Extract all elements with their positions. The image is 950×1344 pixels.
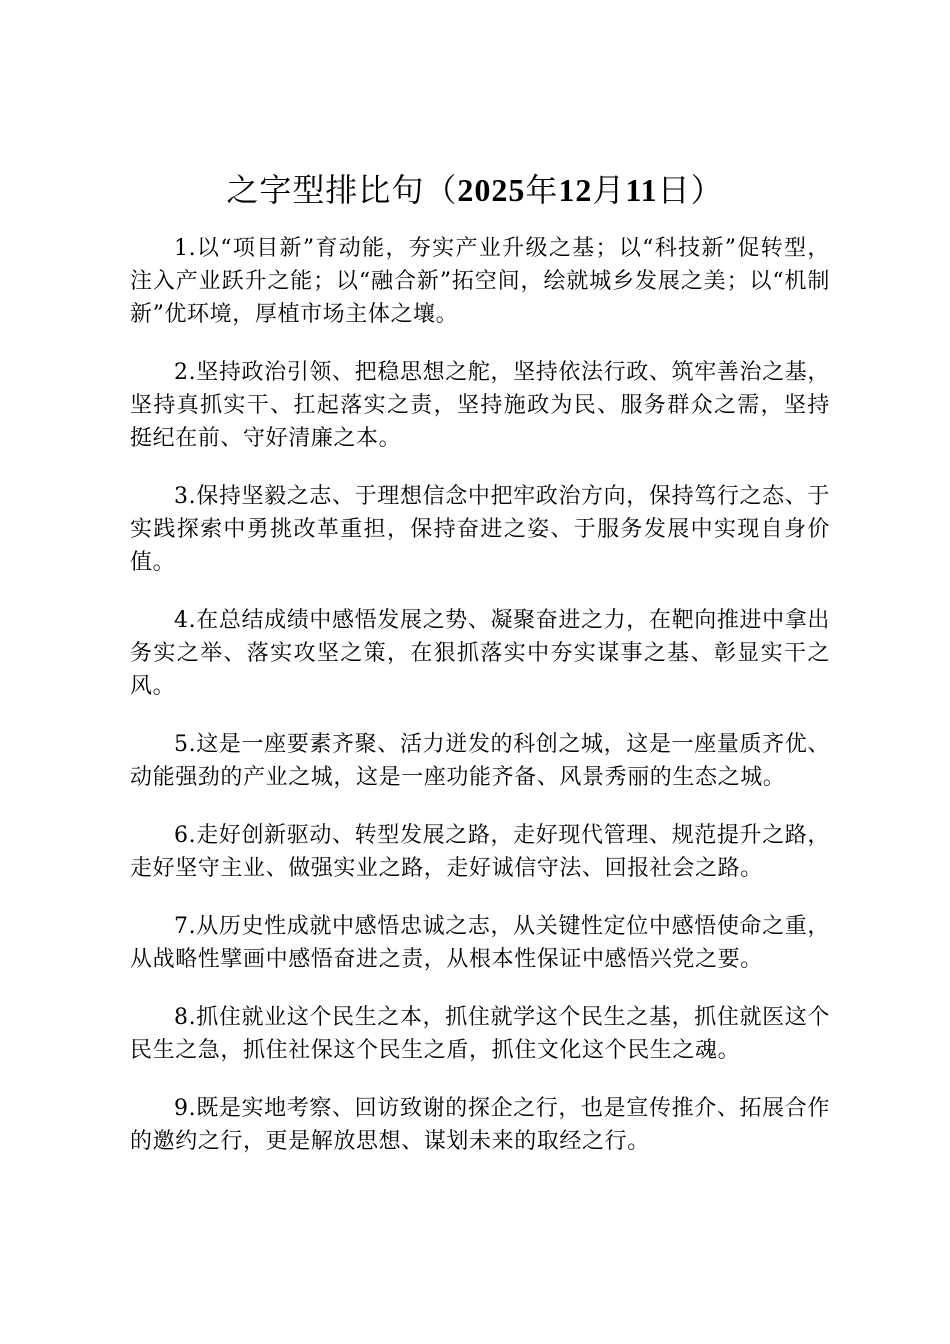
title-day: 11 (625, 172, 658, 208)
document-title (0, 166, 950, 214)
paragraph-2: 2.坚持政治引领、把稳思想之舵，坚持依法行政、筑牢善治之基，坚持真抓实干、扛起落实之责，坚持施政为民、服务群众之需，坚持挺纪在前、守好清廉之本。 (130, 360, 830, 451)
paragraph-8: 8.抓住就业这个民生之本，抓住就学这个民生之基，抓住就医这个民生之急，抓住社保这个民生之盾，抓住文化这个民生之魂。 (130, 1005, 830, 1063)
paragraph-6: 6.走好创新驱动、转型发展之路，走好现代管理、规范提升之路，走好坚守主业、做强实业之路，走好诚信守法、回报社会之路。 (130, 823, 830, 881)
paragraph-9: 9.既是实地考察、回访致谢的探企之行，也是宣传推介、拓展合作的邀约之行，更是解放思想、谋划未来的取经之行。 (130, 1096, 830, 1154)
paragraph-5: 5.这是一座要素齐聚、活力迸发的科创之城，这是一座量质齐优、动能强劲的产业之城，这是一座功能齐备、风景秀丽的生态之城。 (130, 732, 830, 790)
paragraph-1: 1.以“项目新”育动能，夯实产业升级之基；以“科技新”促转型，注入产业跃升之能；以“融合新”拓空间，绘就城乡发展之美；以“机制新”优环境，厚植市场主体之壤。 (130, 236, 830, 327)
title-day-unit: 日） (657, 171, 724, 209)
title-month: 12 (558, 172, 593, 208)
title-year-unit: 年 (525, 171, 559, 209)
title-main: 之字型排比句（ (226, 171, 458, 209)
title-year: 2025 (457, 172, 526, 208)
paragraph-7: 7.从历史性成就中感悟忠诚之志，从关键性定位中感悟使命之重，从战略性擘画中感悟奋进之责，从根本性保证中感悟兴党之要。 (130, 914, 830, 972)
paragraph-3: 3.保持坚毅之志、于理想信念中把牢政治方向，保持笃行之态、于实践探索中勇挑改革重担，保持奋进之姿、于服务发展中实现自身价值。 (130, 484, 830, 575)
paragraph-4: 4.在总结成绩中感悟发展之势、凝聚奋进之力，在靶向推进中拿出务实之举、落实攻坚之策，在狠抓落实中夯实谋事之基、彰显实干之风。 (130, 608, 830, 699)
title-month-unit: 月 (592, 171, 626, 209)
document-body (130, 232, 830, 1183)
